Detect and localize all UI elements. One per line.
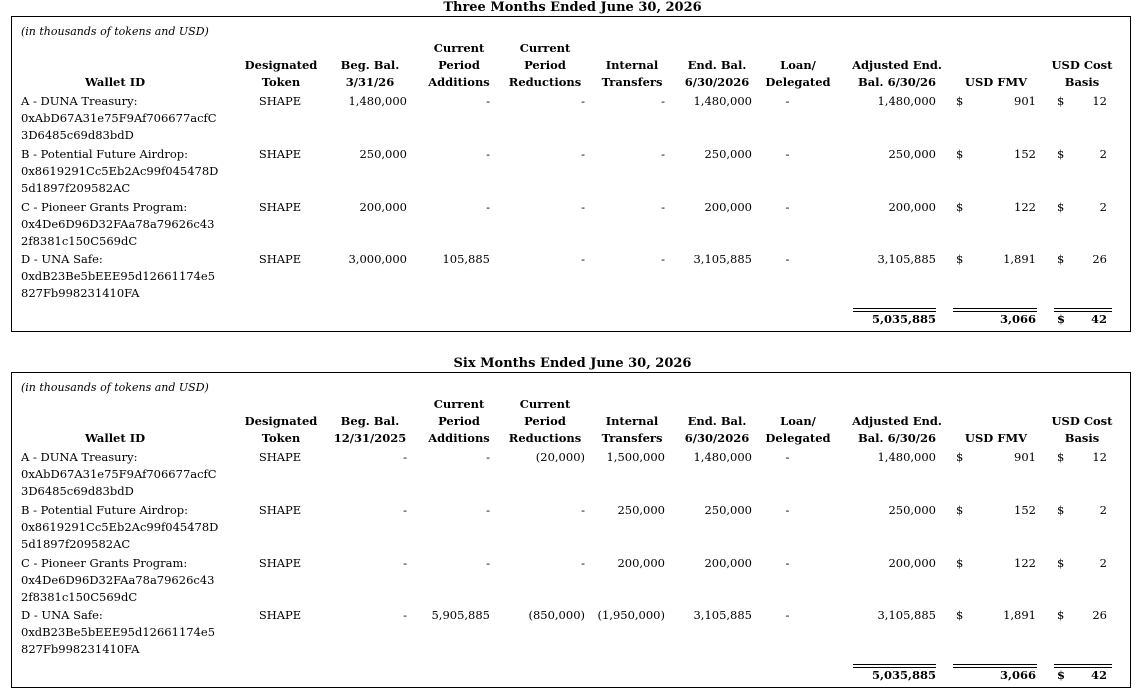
- cell-beg: 250,000: [359, 147, 407, 161]
- cell-token: SHAPE: [258, 503, 302, 517]
- column-header-token: Designated: [244, 414, 318, 428]
- wallet-name: B - Potential Future Airdrop:: [21, 503, 189, 517]
- cell-token: SHAPE: [258, 94, 302, 108]
- cell-int: (1,950,000): [597, 608, 665, 622]
- column-header-cost: Basis: [1064, 75, 1100, 89]
- cell-beg: -: [403, 503, 407, 517]
- cell-adj: 200,000: [888, 200, 936, 214]
- wallet-name: B - Potential Future Airdrop:: [21, 147, 189, 161]
- cell-int: -: [661, 94, 665, 108]
- cell-end: 1,480,000: [693, 450, 752, 464]
- column-header-end: End. Bal.: [687, 414, 747, 428]
- total-rule: [953, 308, 1037, 309]
- cell-cost: 2: [1099, 503, 1107, 517]
- cell-add: -: [486, 450, 490, 464]
- column-header-loan: Loan/: [780, 414, 816, 428]
- currency-symbol: $: [1057, 450, 1065, 464]
- cell-int: 200,000: [617, 556, 665, 570]
- cell-int: 250,000: [617, 503, 665, 517]
- cell-adj: 200,000: [888, 556, 936, 570]
- total-rule: [853, 308, 936, 309]
- column-header-adj: Bal. 6/30/26: [858, 431, 936, 445]
- cell-fmv: 901: [1014, 450, 1036, 464]
- currency-symbol: $: [956, 200, 964, 214]
- cell-token: SHAPE: [258, 450, 302, 464]
- wallet-address: 0xAbD67A31e75F9Af706677acfC: [21, 467, 217, 481]
- cell-red: -: [581, 94, 585, 108]
- column-header-token: Token: [261, 75, 301, 89]
- column-header-red: Period: [524, 58, 566, 72]
- wallet-address: 5d1897f209582AC: [21, 181, 131, 195]
- cell-end: 3,105,885: [693, 252, 752, 266]
- cell-loan: -: [785, 252, 790, 266]
- total-usd-fmv: 3,066: [999, 312, 1036, 326]
- column-header-wallet: Wallet ID: [84, 75, 146, 89]
- section-title: Six Months Ended June 30, 2026: [453, 356, 692, 371]
- column-header-red: Period: [524, 414, 566, 428]
- cell-fmv: 1,891: [1003, 252, 1036, 266]
- currency-symbol: $: [956, 94, 964, 108]
- wallet-address: 0x4De6D96D32FAa78a79626c43: [21, 217, 215, 231]
- wallet-address: 0x8619291Cc5Eb2Ac99f045478D: [21, 164, 219, 178]
- cell-beg: 200,000: [359, 200, 407, 214]
- cell-adj: 3,105,885: [877, 252, 936, 266]
- currency-symbol: $: [956, 252, 964, 266]
- cell-fmv: 901: [1014, 94, 1036, 108]
- currency-symbol: $: [956, 450, 964, 464]
- section-title: Three Months Ended June 30, 2026: [443, 0, 702, 15]
- cell-token: SHAPE: [258, 200, 302, 214]
- total-usd-cost-basis: 42: [1090, 312, 1107, 326]
- cell-cost: 26: [1092, 252, 1107, 266]
- column-header-beg: Beg. Bal.: [340, 58, 400, 72]
- cell-add: 105,885: [442, 252, 490, 266]
- column-header-beg: 3/31/26: [345, 75, 395, 89]
- cell-token: SHAPE: [258, 608, 302, 622]
- cell-loan: -: [785, 608, 790, 622]
- column-header-adj: Adjusted End.: [852, 414, 942, 428]
- cell-red: (850,000): [528, 608, 585, 622]
- total-rule: [1054, 664, 1112, 665]
- currency-symbol: $: [1057, 503, 1065, 517]
- units-note: (in thousands of tokens and USD): [21, 381, 209, 394]
- cell-cost: 26: [1092, 608, 1107, 622]
- wallet-address: 0x8619291Cc5Eb2Ac99f045478D: [21, 520, 219, 534]
- column-header-add: Current: [433, 41, 485, 55]
- column-header-token: Token: [261, 431, 301, 445]
- column-header-add: Additions: [428, 431, 490, 445]
- wallet-address: 2f8381c150C569dC: [21, 234, 138, 248]
- wallet-name: C - Pioneer Grants Program:: [21, 200, 188, 214]
- wallet-address: 3D6485c69d83bdD: [21, 128, 134, 142]
- column-header-fmv: USD FMV: [964, 431, 1028, 445]
- cell-add: -: [486, 200, 490, 214]
- wallet-address: 3D6485c69d83bdD: [21, 484, 134, 498]
- cell-cost: 2: [1099, 200, 1107, 214]
- cell-add: -: [486, 556, 490, 570]
- cell-red: (20,000): [535, 450, 585, 464]
- units-note: (in thousands of tokens and USD): [21, 25, 209, 38]
- column-header-fmv: USD FMV: [964, 75, 1028, 89]
- wallet-address: 827Fb998231410FA: [21, 286, 140, 300]
- column-header-end: End. Bal.: [687, 58, 747, 72]
- total-rule: [853, 664, 936, 665]
- wallet-name: D - UNA Safe:: [21, 608, 103, 622]
- column-header-int: Transfers: [601, 75, 663, 89]
- cell-add: -: [486, 503, 490, 517]
- wallet-name: A - DUNA Treasury:: [21, 450, 138, 464]
- column-header-add: Current: [433, 397, 485, 411]
- column-header-adj: Bal. 6/30/26: [858, 75, 936, 89]
- column-header-beg: 12/31/2025: [333, 431, 407, 445]
- column-header-cost: USD Cost: [1051, 414, 1113, 428]
- total-adjusted-end-balance: 5,035,885: [871, 668, 936, 682]
- column-header-add: Period: [438, 414, 480, 428]
- currency-symbol: $: [1057, 147, 1065, 161]
- column-header-red: Reductions: [508, 75, 582, 89]
- cell-token: SHAPE: [258, 252, 302, 266]
- column-header-end: 6/30/2026: [684, 431, 750, 445]
- cell-end: 1,480,000: [693, 94, 752, 108]
- wallet-address: 0x4De6D96D32FAa78a79626c43: [21, 573, 215, 587]
- cell-red: -: [581, 200, 585, 214]
- total-usd-cost-basis: 42: [1090, 668, 1107, 682]
- cell-adj: 3,105,885: [877, 608, 936, 622]
- column-header-cost: USD Cost: [1051, 58, 1113, 72]
- currency-symbol: $: [1057, 200, 1065, 214]
- cell-beg: 1,480,000: [348, 94, 407, 108]
- cell-add: 5,905,885: [431, 608, 490, 622]
- column-header-beg: Beg. Bal.: [340, 414, 400, 428]
- column-header-red: Reductions: [508, 431, 582, 445]
- wallet-name: A - DUNA Treasury:: [21, 94, 138, 108]
- currency-symbol: $: [1057, 668, 1066, 682]
- cell-red: -: [581, 503, 585, 517]
- column-header-add: Additions: [428, 75, 490, 89]
- cell-red: -: [581, 252, 585, 266]
- cell-red: -: [581, 147, 585, 161]
- currency-symbol: $: [1057, 94, 1065, 108]
- cell-end: 3,105,885: [693, 608, 752, 622]
- currency-symbol: $: [1057, 608, 1065, 622]
- cell-int: -: [661, 147, 665, 161]
- cell-fmv: 152: [1014, 503, 1036, 517]
- cell-int: -: [661, 200, 665, 214]
- currency-symbol: $: [1057, 312, 1066, 326]
- cell-fmv: 122: [1014, 200, 1036, 214]
- wallet-address: 0xdB23Be5bEEE95d12661174e5: [21, 625, 216, 639]
- column-header-red: Current: [519, 41, 571, 55]
- total-rule: [953, 664, 1037, 665]
- cell-cost: 2: [1099, 147, 1107, 161]
- cell-cost: 2: [1099, 556, 1107, 570]
- cell-loan: -: [785, 450, 790, 464]
- cell-cost: 12: [1092, 450, 1107, 464]
- cell-end: 200,000: [704, 556, 752, 570]
- cell-adj: 1,480,000: [877, 94, 936, 108]
- column-header-int: Internal: [605, 414, 659, 428]
- column-header-loan: Loan/: [780, 58, 816, 72]
- cell-token: SHAPE: [258, 556, 302, 570]
- currency-symbol: $: [1057, 556, 1065, 570]
- cell-beg: 3,000,000: [348, 252, 407, 266]
- cell-loan: -: [785, 503, 790, 517]
- cell-loan: -: [785, 200, 790, 214]
- wallet-address: 827Fb998231410FA: [21, 642, 140, 656]
- currency-symbol: $: [1057, 252, 1065, 266]
- column-header-int: Transfers: [601, 431, 663, 445]
- column-header-adj: Adjusted End.: [852, 58, 942, 72]
- column-header-int: Internal: [605, 58, 659, 72]
- column-header-loan: Delegated: [765, 75, 831, 89]
- wallet-name: C - Pioneer Grants Program:: [21, 556, 188, 570]
- currency-symbol: $: [956, 556, 964, 570]
- total-usd-fmv: 3,066: [999, 668, 1036, 682]
- wallet-address: 0xdB23Be5bEEE95d12661174e5: [21, 269, 216, 283]
- currency-symbol: $: [956, 503, 964, 517]
- wallet-address: 0xAbD67A31e75F9Af706677acfC: [21, 111, 217, 125]
- cell-token: SHAPE: [258, 147, 302, 161]
- cell-loan: -: [785, 147, 790, 161]
- column-header-loan: Delegated: [765, 431, 831, 445]
- column-header-add: Period: [438, 58, 480, 72]
- cell-fmv: 122: [1014, 556, 1036, 570]
- cell-adj: 1,480,000: [877, 450, 936, 464]
- wallet-address: 5d1897f209582AC: [21, 537, 131, 551]
- cell-loan: -: [785, 556, 790, 570]
- cell-adj: 250,000: [888, 147, 936, 161]
- cell-end: 250,000: [704, 503, 752, 517]
- column-header-token: Designated: [244, 58, 318, 72]
- total-rule: [1054, 308, 1112, 309]
- cell-int: 1,500,000: [606, 450, 665, 464]
- cell-add: -: [486, 94, 490, 108]
- cell-red: -: [581, 556, 585, 570]
- cell-int: -: [661, 252, 665, 266]
- cell-add: -: [486, 147, 490, 161]
- cell-loan: -: [785, 94, 790, 108]
- cell-adj: 250,000: [888, 503, 936, 517]
- column-header-wallet: Wallet ID: [84, 431, 146, 445]
- currency-symbol: $: [956, 608, 964, 622]
- column-header-cost: Basis: [1064, 431, 1100, 445]
- cell-beg: -: [403, 608, 407, 622]
- wallet-address: 2f8381c150C569dC: [21, 590, 138, 604]
- cell-cost: 12: [1092, 94, 1107, 108]
- total-adjusted-end-balance: 5,035,885: [871, 312, 936, 326]
- cell-end: 200,000: [704, 200, 752, 214]
- wallet-name: D - UNA Safe:: [21, 252, 103, 266]
- column-header-red: Current: [519, 397, 571, 411]
- column-header-end: 6/30/2026: [684, 75, 750, 89]
- cell-fmv: 152: [1014, 147, 1036, 161]
- cell-beg: -: [403, 556, 407, 570]
- cell-beg: -: [403, 450, 407, 464]
- cell-fmv: 1,891: [1003, 608, 1036, 622]
- currency-symbol: $: [956, 147, 964, 161]
- cell-end: 250,000: [704, 147, 752, 161]
